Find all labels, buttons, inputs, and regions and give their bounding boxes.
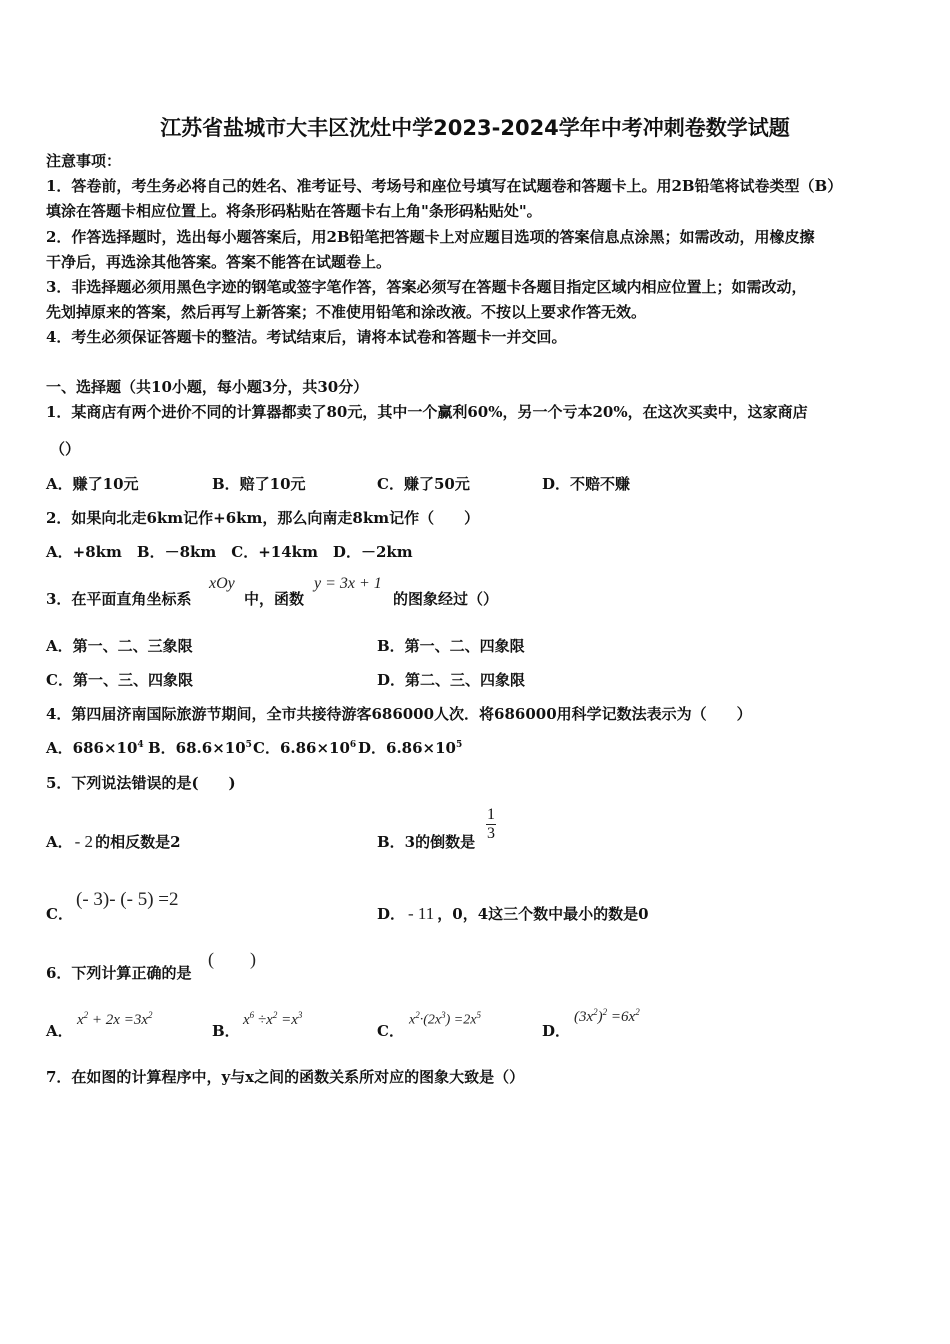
q5-c-math: (- 3)- (- 5) =2 (76, 889, 179, 910)
q2-stem: 2．如果向北走6km记作+6km，那么向南走8km记作（ ） (46, 509, 480, 527)
q6-paren: ( ) (208, 949, 256, 969)
q6-option-d-label: D． (542, 1022, 571, 1040)
q5-option-c-label: C． (46, 905, 73, 923)
q7-stem: 7．在如图的计算程序中，y与x之间的函数关系所对应的图象大致是（） (46, 1068, 525, 1086)
q3-coord-math: xOy (209, 575, 235, 592)
q6-a-math: $x^2 + 2x =3x^2$ (77, 1010, 153, 1028)
notice-line: 2．作答选择题时，选出每小题答案后，用2B铅笔把答题卡上对应题目选项的答案信息点涂黑；如需改动，用橡皮擦 (46, 228, 815, 246)
q3-option-c: C．第一、三、四象限 (46, 671, 193, 689)
q6-c-math: $x^2\cdot(2x^3) =2x^5$ (409, 1010, 481, 1028)
q5-a-math: - 2 (74, 832, 94, 851)
q5-option-b-text: B．3的倒数是 (377, 833, 476, 851)
notice-line: 填涂在答题卡相应位置上。将条形码粘贴在答题卡右上角"条形码粘贴处"。 (46, 202, 542, 220)
q4-option-a: A．$686\times 10^4$ (46, 739, 144, 757)
q5-option-d: D． - 11 ，0，4这三个数中最小的数是0 (377, 904, 649, 923)
q1-option-b: B．赔了10元 (212, 475, 306, 493)
q6-b-math: $x^6 \div x^2 =x^3$ (243, 1010, 303, 1028)
q4-stem: 4．第四届济南国际旅游节期间，全市共接待游客686000人次．将686000用科学记数法表示为（ ） (46, 705, 752, 723)
q1-paren: （） (50, 440, 81, 458)
notice-line: 先划掉原来的答案，然后再写上新答案；不准使用铅笔和涂改液。不按以上要求作答无效。 (46, 303, 647, 321)
q4-option-d: D．$6.86\times 10^5$ (358, 739, 463, 757)
q2-options: A．+8km B．－8km C．+14km D．－2km (46, 543, 413, 561)
section-heading: 一、选择题（共10小题，每小题3分，共30分） (46, 378, 369, 396)
q1-option-d: D．不赔不赚 (542, 475, 631, 493)
q5-stem: 5．下列说法错误的是( ) (46, 774, 236, 792)
notice-line: 4．考生必须保证答题卡的整洁。考试结束后，请将本试卷和答题卡一并交回。 (46, 328, 567, 346)
q5-b-fraction: $\frac{1}{3}$ (487, 806, 495, 842)
q5-d-math: - 11 (408, 904, 435, 923)
q5-option-a: A． - 2 的相反数是2 (46, 832, 181, 851)
notice-heading: 注意事项： (46, 152, 122, 170)
q3-stem-b: 中，函数 (244, 590, 305, 608)
q3-option-b: B．第一、二、四象限 (377, 637, 525, 655)
q6-d-math: $(3x^2)^2 =6x^2$ (574, 1007, 640, 1025)
q4-option-b: B．$68.6\times 10^5$ (148, 739, 252, 757)
q3-func-math: y = 3x + 1 (314, 575, 382, 592)
q3-option-d: D．第二、三、四象限 (377, 671, 526, 689)
q6-stem: 6．下列计算正确的是 (46, 964, 192, 982)
notice-line: 3．非选择题必须用黑色字迹的钢笔或签字笔作答，答案必须写在答题卡各题目指定区域内相应位置上；如需改动， (46, 278, 807, 296)
notice-line: 干净后，再选涂其他答案。答案不能答在试题卷上。 (46, 253, 392, 271)
q3-option-a: A．第一、二、三象限 (46, 637, 193, 655)
q1-option-a: A．赚了10元 (46, 475, 139, 493)
q3-stem-a: 3．在平面直角坐标系 (46, 590, 192, 608)
q6-option-a-label: A． (46, 1022, 73, 1040)
page-title: 江苏省盐城市大丰区沈灶中学2023-2024学年中考冲刺卷数学试题 (160, 116, 790, 140)
q6-option-b-label: B． (212, 1022, 240, 1040)
notice-line: 1．答卷前，考生务必将自己的姓名、准考证号、考场号和座位号填写在试题卷和答题卡上。用2B铅笔将试卷类型（B） (46, 177, 843, 195)
q1-option-c: C．赚了50元 (377, 475, 470, 493)
q1-stem: 1．某商店有两个进价不同的计算器都卖了80元，其中一个赢利60%，另一个亏本20%，在这次买卖中，这家商店 (46, 403, 808, 421)
q3-stem-c: 的图象经过（） (393, 590, 499, 608)
q6-option-c-label: C． (377, 1022, 404, 1040)
q4-option-c: C．$6.86\times 10^6$ (253, 739, 357, 757)
